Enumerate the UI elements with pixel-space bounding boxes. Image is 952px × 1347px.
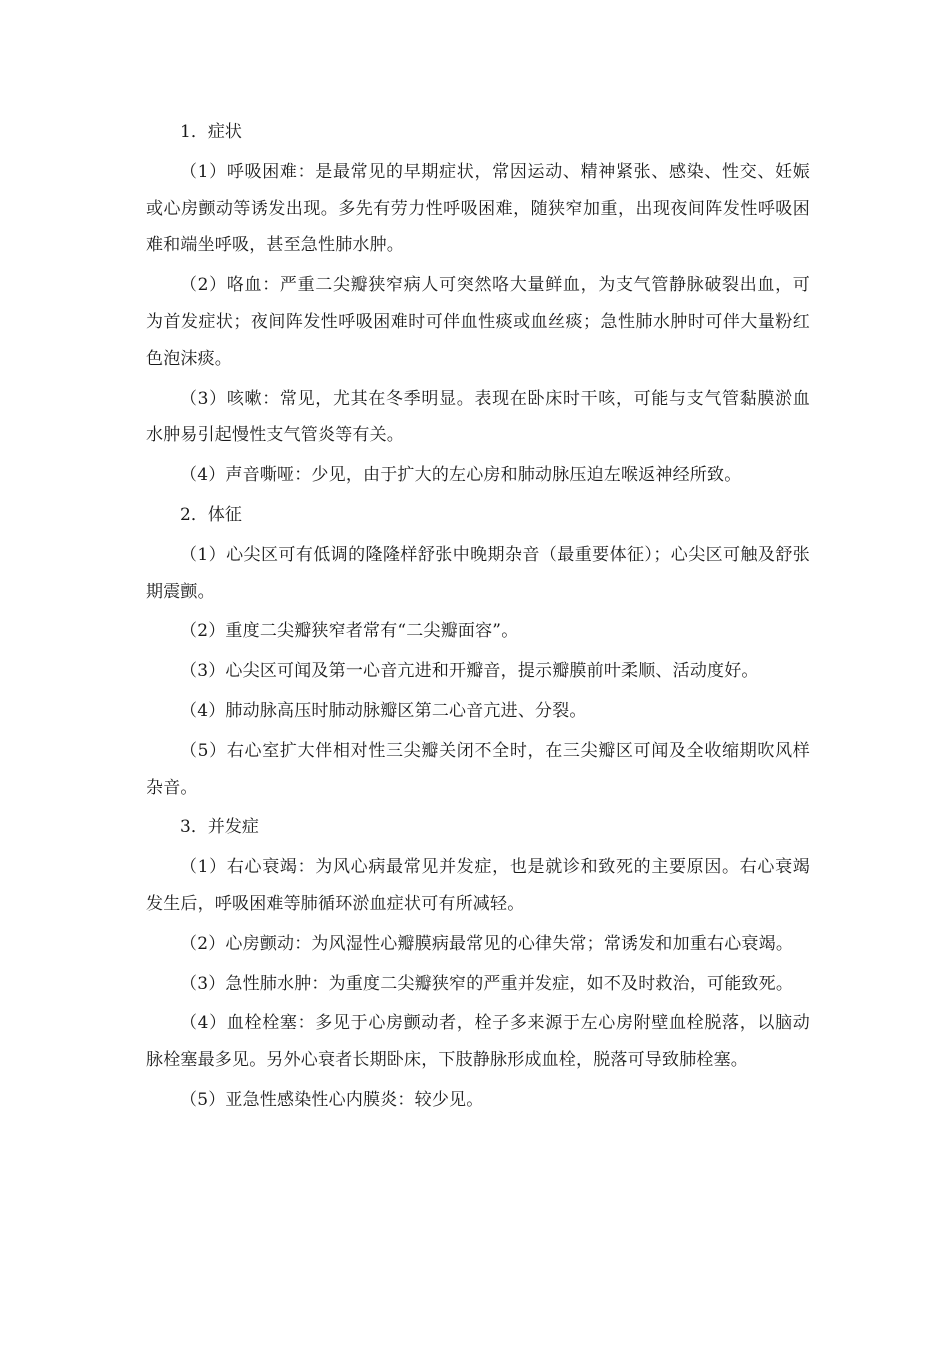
paragraph: （3）心尖区可闻及第一心音亢进和开瓣音，提示瓣膜前叶柔顺、活动度好。 xyxy=(180,661,759,682)
paragraph: （2）心房颤动：为风湿性心瓣膜病最常见的心律失常；常诱发和加重右心衰竭。 xyxy=(180,933,794,954)
paragraph: （1）右心衰竭：为风心病最常见并发症，也是就诊和致死的主要原因。右心衰竭发生后，呼吸困难等肺循环淤血症状可有所减轻。 xyxy=(146,857,810,914)
paragraph: （1）心尖区可有低调的隆隆样舒张中晚期杂音（最重要体征）；心尖区可触及舒张期震颤。 xyxy=(146,544,810,602)
section-signs xyxy=(146,497,810,806)
paragraph: （1）呼吸困难：是最常见的早期症状，常因运动、精神紧张、感染、性交、妊娠或心房颤动等诱发出现。多先有劳力性呼吸困难，随狭窄加重，出现夜间阵发性呼吸困难和端坐呼吸，甚至急性肺水肿。 xyxy=(146,161,810,256)
paragraph: （4）肺动脉高压时肺动脉瓣区第二心音亢进、分裂。 xyxy=(180,700,587,721)
section-complications xyxy=(146,809,810,1118)
section-symptoms xyxy=(146,114,810,494)
section-heading: 1．症状 xyxy=(180,122,242,142)
paragraph: （2）咯血：严重二尖瓣狭窄病人可突然咯大量鲜血，为支气管静脉破裂出血，可为首发症状；夜间阵发性呼吸困难时可伴血性痰或血丝痰；急性肺水肿时可伴大量粉红色泡沫痰。 xyxy=(146,275,810,369)
paragraph: （2）重度二尖瓣狭窄者常有“二尖瓣面容”。 xyxy=(180,621,519,642)
paragraph: （4）声音嘶哑：少见，由于扩大的左心房和肺动脉压迫左喉返神经所致。 xyxy=(180,465,742,486)
paragraph: （5）右心室扩大伴相对性三尖瓣关闭不全时，在三尖瓣区可闻及全收缩期吹风样杂音。 xyxy=(146,740,810,798)
paragraph: （3）咳嗽：常见，尤其在冬季明显。表现在卧床时干咳，可能与支气管黏膜淤血水肿易引起慢性支气管炎等有关。 xyxy=(146,388,810,446)
document-page xyxy=(146,114,810,1122)
section-heading: 2．体征 xyxy=(180,504,242,525)
paragraph: （3）急性肺水肿：为重度二尖瓣狭窄的严重并发症，如不及时救治，可能致死。 xyxy=(180,973,794,994)
paragraph: （4）血栓栓塞：多见于心房颤动者，栓子多来源于左心房附壁血栓脱落，以脑动脉栓塞最多见。另外心衰者长期卧床，下肢静脉形成血栓，脱落可导致肺栓塞。 xyxy=(146,1013,810,1071)
section-heading: 3．并发症 xyxy=(180,817,259,838)
paragraph: （5）亚急性感染性心内膜炎：较少见。 xyxy=(180,1089,484,1110)
